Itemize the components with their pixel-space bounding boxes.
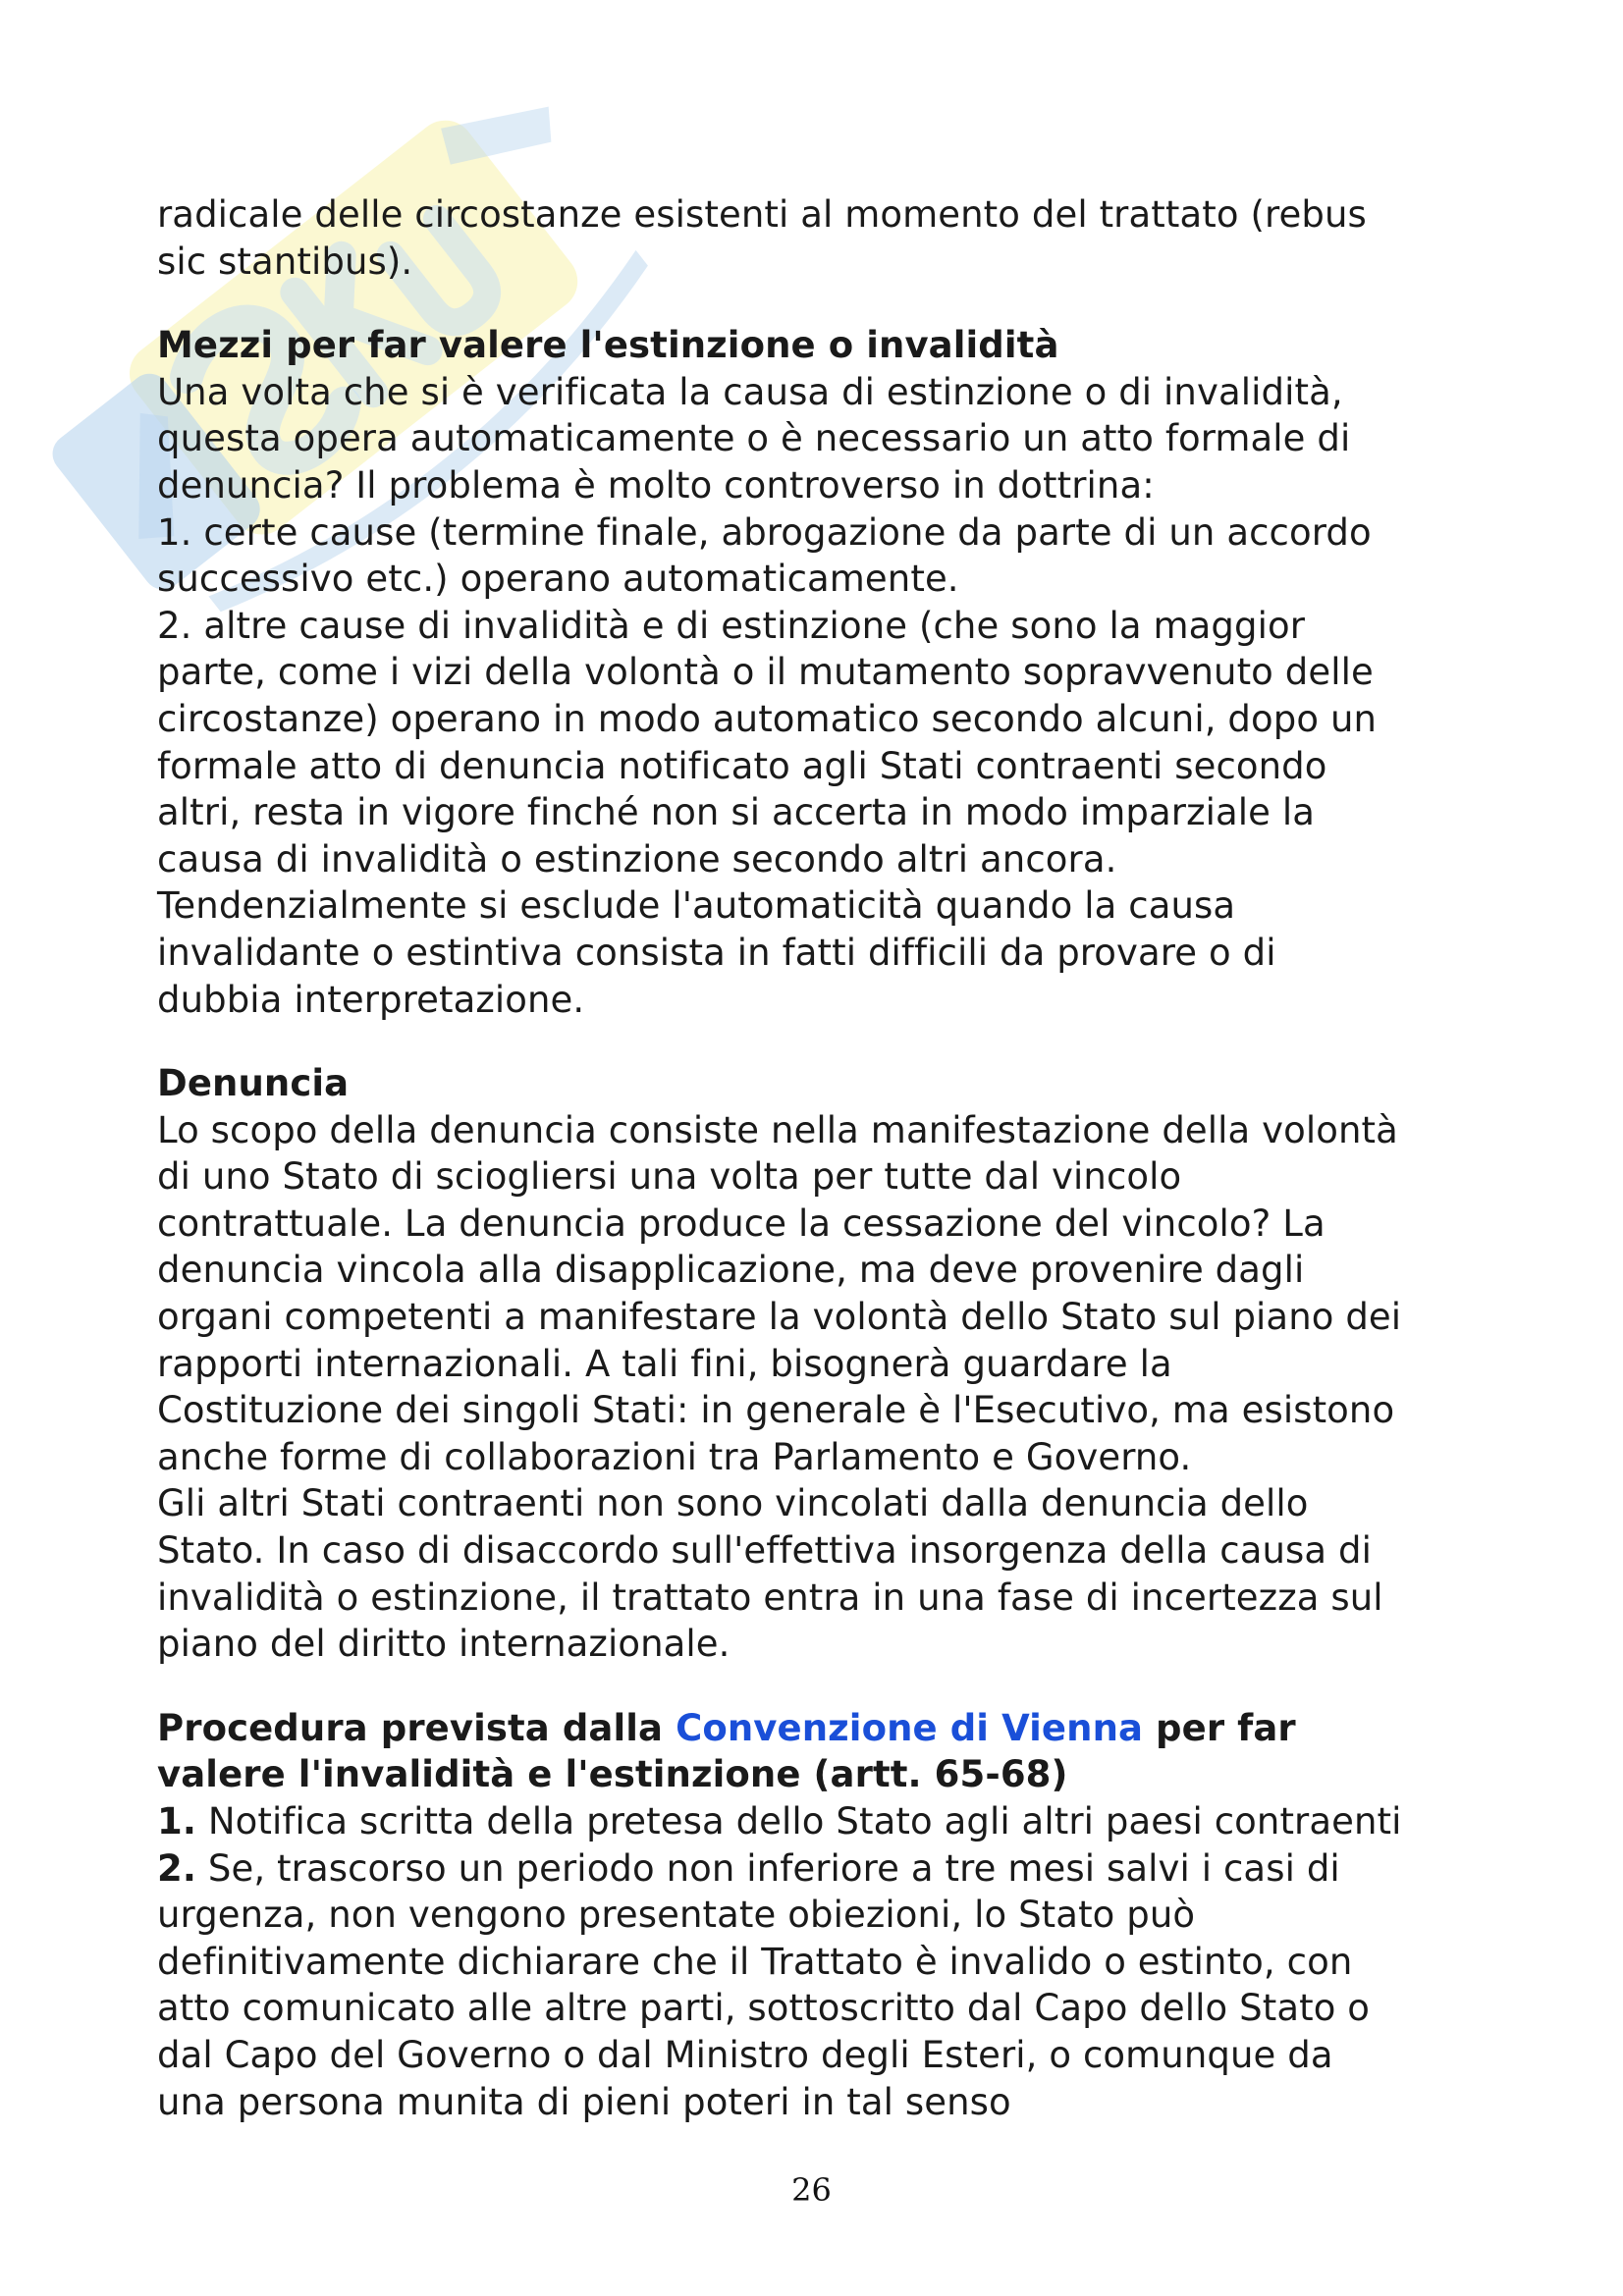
text-line: contrattuale. La denuncia produce la cessazione del vincolo? La	[157, 1201, 1325, 1245]
list-item	[157, 1798, 1492, 1845]
text-line: anche forme di collaborazioni tra Parlamento e Governo.	[157, 1435, 1192, 1478]
text-line: dubbia interpretazione.	[157, 978, 585, 1021]
text-line: causa di invalidità o estinzione secondo altri ancora.	[157, 837, 1117, 881]
text-line: Tendenzialmente si esclude l'automaticità quando la causa	[157, 884, 1236, 928]
heading-text: Procedura prevista dalla	[157, 1706, 676, 1749]
text-line: questa opera automaticamente o è necessario un atto formale di	[157, 417, 1351, 460]
text-line: definitivamente dichiarare che il Trattato è invalido o estinto, con	[157, 1940, 1353, 1983]
page-number: 26	[791, 2171, 832, 2209]
text-line: successivo etc.) operano automaticamente.	[157, 558, 959, 601]
text-line: parte, come i vizi della volontà o il mutamento sopravvenuto delle	[157, 651, 1374, 694]
text-line: 2. altre cause di invalidità e di estinzione (che sono la maggior	[157, 604, 1306, 647]
list-item	[157, 1845, 1492, 1893]
list-number: 1.	[157, 1800, 197, 1842]
text-line: dal Capo del Governo o dal Ministro degli Esteri, o comunque da	[157, 2033, 1333, 2076]
list-number: 2.	[157, 1846, 197, 1890]
text-line: Lo scopo della denuncia consiste nella manifestazione della volontà	[157, 1108, 1398, 1151]
text-line: rapporti internazionali. A tali fini, bisognerà guardare la	[157, 1342, 1172, 1385]
text-line: 1. certe cause (termine finale, abrogazione da parte di un accordo	[157, 510, 1372, 554]
section-heading-procedura	[157, 1705, 1492, 1752]
convenzione-vienna-link[interactable]: Convenzione di Vienna	[676, 1706, 1144, 1749]
text-line: denuncia? Il problema è molto controverso in dottrina:	[157, 463, 1155, 507]
text-line: urgenza, non vengono presentate obiezioni, lo Stato può	[157, 1894, 1196, 1937]
page-content	[157, 191, 1492, 2125]
text-line: Stato. In caso di disaccordo sull'effettiva insorgenza della causa di	[157, 1529, 1373, 1573]
text-line: Una volta che si è verificata la causa di estinzione o di invalidità,	[157, 370, 1343, 413]
text-line: circostanze) operano in modo automatico secondo alcuni, dopo un	[157, 697, 1378, 740]
text-line: formale atto di denuncia notificato agli Stati contraenti secondo	[157, 744, 1327, 787]
text-line: denuncia vincola alla disapplicazione, ma deve provenire dagli	[157, 1249, 1305, 1292]
text-line: invalidità o estinzione, il trattato entra in una fase di incertezza sul	[157, 1575, 1383, 1619]
heading-text: per far	[1143, 1706, 1296, 1749]
text-line: piano del diritto internazionale.	[157, 1623, 730, 1666]
paragraph-gap	[157, 1668, 1492, 1705]
section-heading-denuncia: Denuncia	[157, 1062, 350, 1105]
list-text: Notifica scritta della pretesa dello Stato agli altri paesi contraenti	[196, 1800, 1402, 1842]
text-line: Gli altri Stati contraenti non sono vincolati dalla denuncia dello	[157, 1482, 1309, 1525]
text-line: una persona munita di pieni poteri in tal senso	[157, 2080, 1011, 2123]
section-heading-procedura-line2: valere l'invalidità e l'estinzione (artt. 65-68)	[157, 1753, 1068, 1796]
text-line: Costituzione dei singoli Stati: in generale è l'Esecutivo, ma esistono	[157, 1389, 1395, 1432]
text-line: invalidante o estintiva consista in fatti difficili da provare o di	[157, 931, 1276, 974]
text-line: di uno Stato di sciogliersi una volta per tutte dal vincolo	[157, 1155, 1182, 1199]
intro-line: radicale delle circostanze esistenti al momento del trattato (rebus	[157, 193, 1367, 236]
list-text: Se, trascorso un periodo non inferiore a tre mesi salvi i casi di	[196, 1846, 1340, 1890]
paragraph-gap	[157, 285, 1492, 322]
intro-line: sic stantibus).	[157, 240, 413, 283]
section-heading-mezzi: Mezzi per far valere l'estinzione o invalidità	[157, 324, 1059, 367]
text-line: atto comunicato alle altre parti, sottoscritto dal Capo dello Stato o	[157, 1987, 1371, 2030]
paragraph-gap	[157, 1023, 1492, 1060]
text-line: altri, resta in vigore finché non si accerta in modo imparziale la	[157, 791, 1316, 834]
text-line: organi competenti a manifestare la volontà dello Stato sul piano dei	[157, 1296, 1402, 1339]
